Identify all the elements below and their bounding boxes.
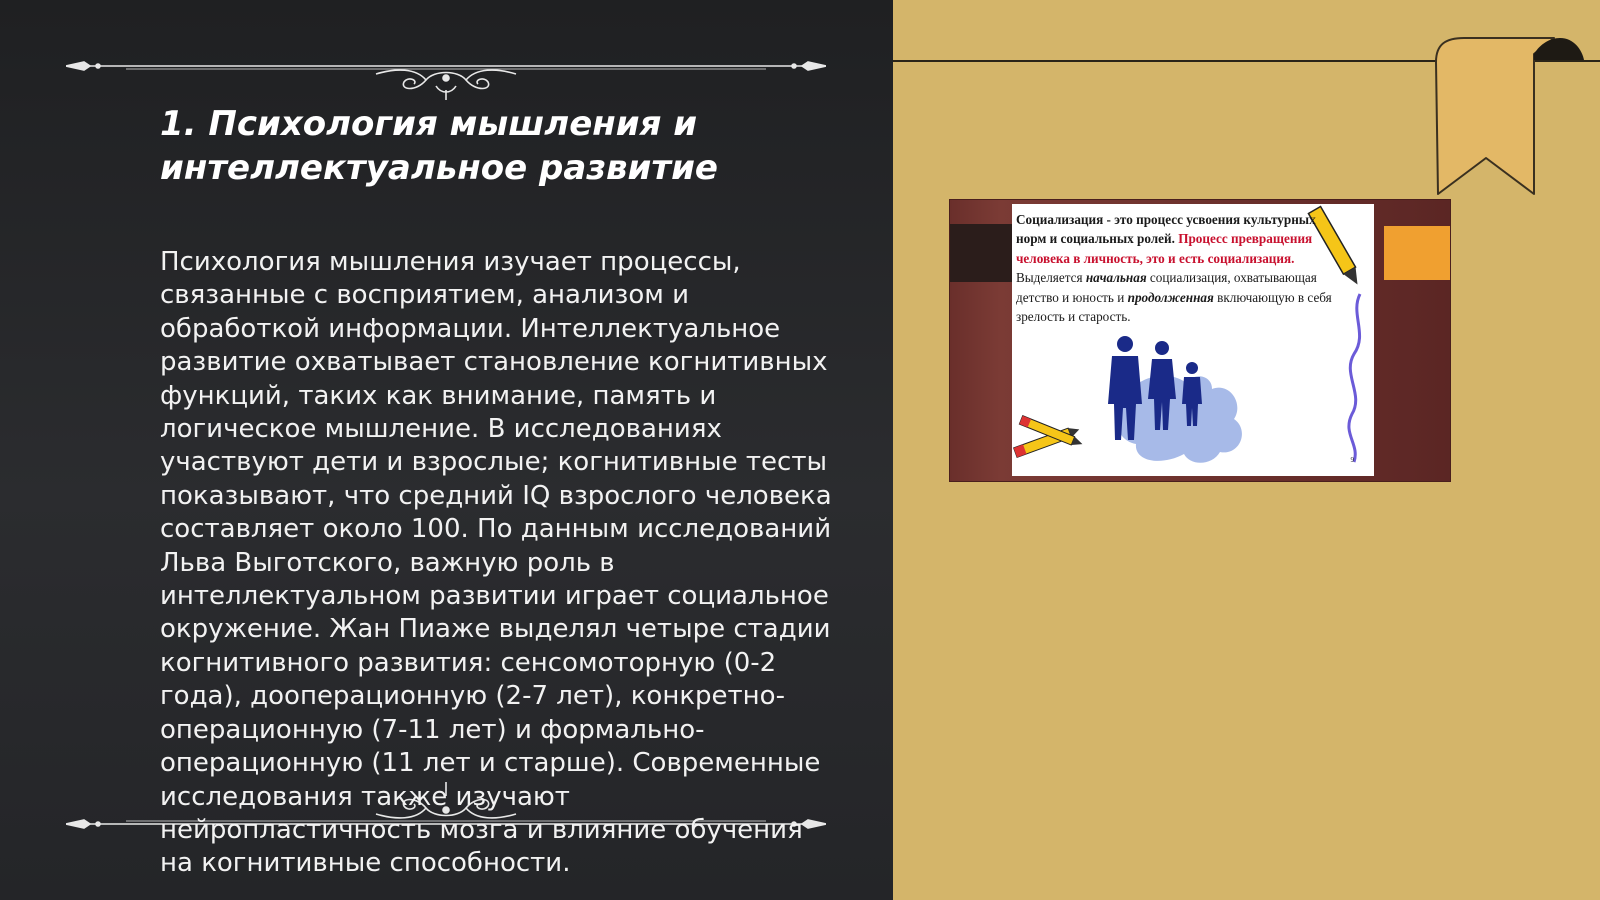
slide-body-text: Психология мышления изучает процессы, связанные с восприятием, анализом и обработкой информации. Интеллектуальное развитие охватывает становление когнитивных функций, таких как внимание, память и логическое мышление. В исследованиях участвуют дети и взрослые; когнитивные тесты показывают, что средний IQ взрослого человека составляет около 100. По данным исследований Льва Выготского, важную роль в интеллектуальном развитии играет социальное окружение. Жан Пиаже выделял четыре стадии когнитивного развития: сенсомоторную (0-2 года), дооперационную (2-7 лет), конкретно-операционную (7-11 лет) и формально-операционную (11 лет и старше). Современные исследования также изучают нейропластичность мозга и влияние обучения на когнитивные способности. [160,247,832,879]
highlight-text: Процесс превращения человека в личность, это и есть социализация. [1016,231,1313,266]
slide-orange-accent-bar [1384,226,1450,280]
definition-text: Социализация - это процесс усвоения культурных норм и социальных ролей. [1016,212,1316,247]
bookmark-ribbon-icon [1434,36,1584,198]
term-initial: начальная [1085,270,1147,286]
top-ornament-divider [66,40,826,100]
text-part-2: социализация, охватывающая детство и юность и [1016,270,1317,305]
socialization-text [1016,210,1336,326]
crossed-pencils-icon [1014,416,1084,458]
term-continued: продолженная [1127,289,1214,305]
slide-title: 1. Психология мышления и интеллектуальное развитие [160,104,718,188]
text-part-3: включающую в себя зрелость и старость. [1016,289,1332,325]
slide-white-card [1012,204,1374,476]
slide-dark-accent-bar [950,224,1012,282]
squiggle-line-icon [1349,294,1360,462]
text-part-1: Выделяется [1016,270,1083,286]
socialization-slide-image [950,200,1450,481]
slide-page-number: 9 [1350,456,1354,464]
